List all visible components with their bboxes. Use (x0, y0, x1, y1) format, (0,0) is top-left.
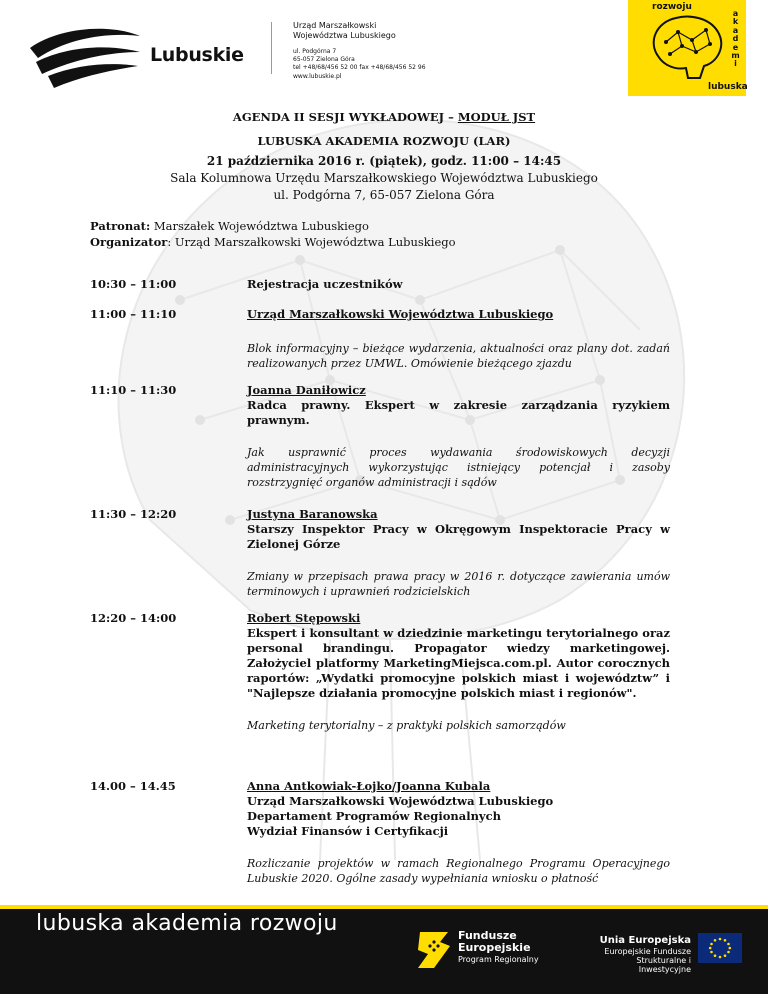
agenda-heading: Rejestracja uczestników (247, 277, 403, 291)
agenda-role: Starszy Inspektor Pracy w Okręgowym Inspektoracie Pracy w Zielonej Górze (247, 522, 670, 551)
office-info (293, 21, 426, 81)
eu-label: Unia Europejska Europejskie Fundusze Strukturalne i Inwestycyjne (599, 935, 691, 974)
agenda-speaker: Justyna Baranowska (247, 507, 378, 521)
agenda-speaker: Urząd Marszałkowski Województwa Lubuskiego (247, 307, 554, 321)
agenda-speaker: Robert Stępowski (247, 611, 361, 625)
lar-logo-vertical: a k a d e m i (731, 9, 740, 69)
website: www.lubuskie.pl (293, 72, 342, 80)
lar-logo (628, 0, 746, 96)
office-name-1: Urząd Marszałkowski (293, 21, 377, 30)
agenda-role: Ekspert i konsultant w dziedzinie marketingu terytorialnego oraz personal brandingu. Propagator wiedzy marketingowej. Założyciel platformy MarketingMiejsca.com.pl. Autor corocznych raportów: „Wydatki promocyjne polskich miast i województw” i "Najlepsze działania promocyjne polskich miast i regionów". (247, 626, 670, 700)
patronage-block: Patronat: Marszałek Województwa Lubuskiego Organizator: Urząd Marszałkowski Województwa Lubuskiego (90, 219, 456, 249)
module-name: MODUŁ JST (457, 110, 536, 124)
lubuskie-swoosh-icon (28, 18, 148, 98)
lar-logo-top: rozwoju (652, 2, 692, 12)
event-address: ul. Podgórna 7, 65-057 Zielona Góra (273, 188, 495, 202)
european-funds-icon (414, 928, 454, 972)
academy-title: LUBUSKA AKADEMIA ROZWOJU (LAR) (257, 134, 511, 148)
agenda-time: 14.00 – 14.45 (90, 779, 176, 793)
agenda-description: Zmiany w przepisach prawa pracy w 2016 r. dotyczące zawierania umów terminowych i uprawnień rodzicielskich (247, 570, 670, 598)
event-venue: Sala Kolumnowa Urzędu Marszałkowskiego Województwa Lubuskiego (170, 171, 598, 185)
footer-title: lubuska akademia rozwoju (36, 911, 338, 936)
agenda-description: Marketing terytorialny – z praktyki polskich samorządów (247, 719, 566, 732)
brain-icon (646, 12, 728, 80)
agenda-time: 11:00 – 11:10 (90, 307, 177, 321)
agenda-title: AGENDA II SESJI WYKŁADOWEJ – MODUŁ JST (232, 110, 536, 124)
address-city: 65-057 Zielona Góra (293, 56, 355, 64)
agenda-role: Radca prawny. Ekspert w zakresie zarządzania ryzykiem prawnym. (247, 398, 670, 427)
office-name-2: Województwa Lubuskiego (293, 31, 396, 40)
agenda-role-3: Wydział Finansów i Certyfikacji (247, 824, 449, 838)
brand-name: Lubuskie (150, 44, 244, 66)
agenda-speaker: Anna Antkowiak-Łojko/Joanna Kubala (247, 779, 491, 793)
agenda-description: Rozliczanie projektów w ramach Regionalnego Programu Operacyjnego Lubuskie 2020. Ogólne zasady wypełniania wniosku o płatność (247, 857, 670, 885)
lar-logo-bottom: lubuska (708, 82, 748, 92)
eu-flag-icon (698, 933, 742, 963)
agenda-time: 12:20 – 14:00 (90, 611, 177, 625)
footer-accent-stripe (0, 905, 768, 909)
agenda-time: 11:30 – 12:20 (90, 507, 177, 521)
address-street: ul. Podgórna 7 (293, 48, 337, 55)
european-funds-label: Fundusze Europejskie Program Regionalny (458, 929, 539, 964)
agenda-description: Blok informacyjny – bieżące wydarzenia, aktualności oraz plany dot. zadań realizowanych przez UMWL. Omówienie bieżącego zjazdu (247, 342, 670, 370)
phone-fax: tel +48/68/456 52 00 fax +48/68/456 52 96 (293, 64, 426, 72)
agenda-speaker: Joanna Daniłowicz (247, 383, 366, 397)
agenda-time: 11:10 – 11:30 (90, 383, 177, 397)
agenda-time: 10:30 – 11:00 (90, 277, 177, 291)
header-divider (271, 22, 272, 74)
agenda-description: Jak usprawnić proces wydawania środowiskowych decyzji administracyjnych wykorzystując istniejący potencjał i zasoby rozstrzygnięć organów administracji i sądów (247, 446, 670, 489)
agenda-role-2: Departament Programów Regionalnych (247, 809, 501, 823)
lubuskie-logo (28, 18, 273, 98)
agenda-role-1: Urząd Marszałkowski Województwa Lubuskiego (247, 794, 554, 808)
event-date: 21 października 2016 r. (piątek), godz. 11:00 – 14:45 (206, 154, 562, 168)
